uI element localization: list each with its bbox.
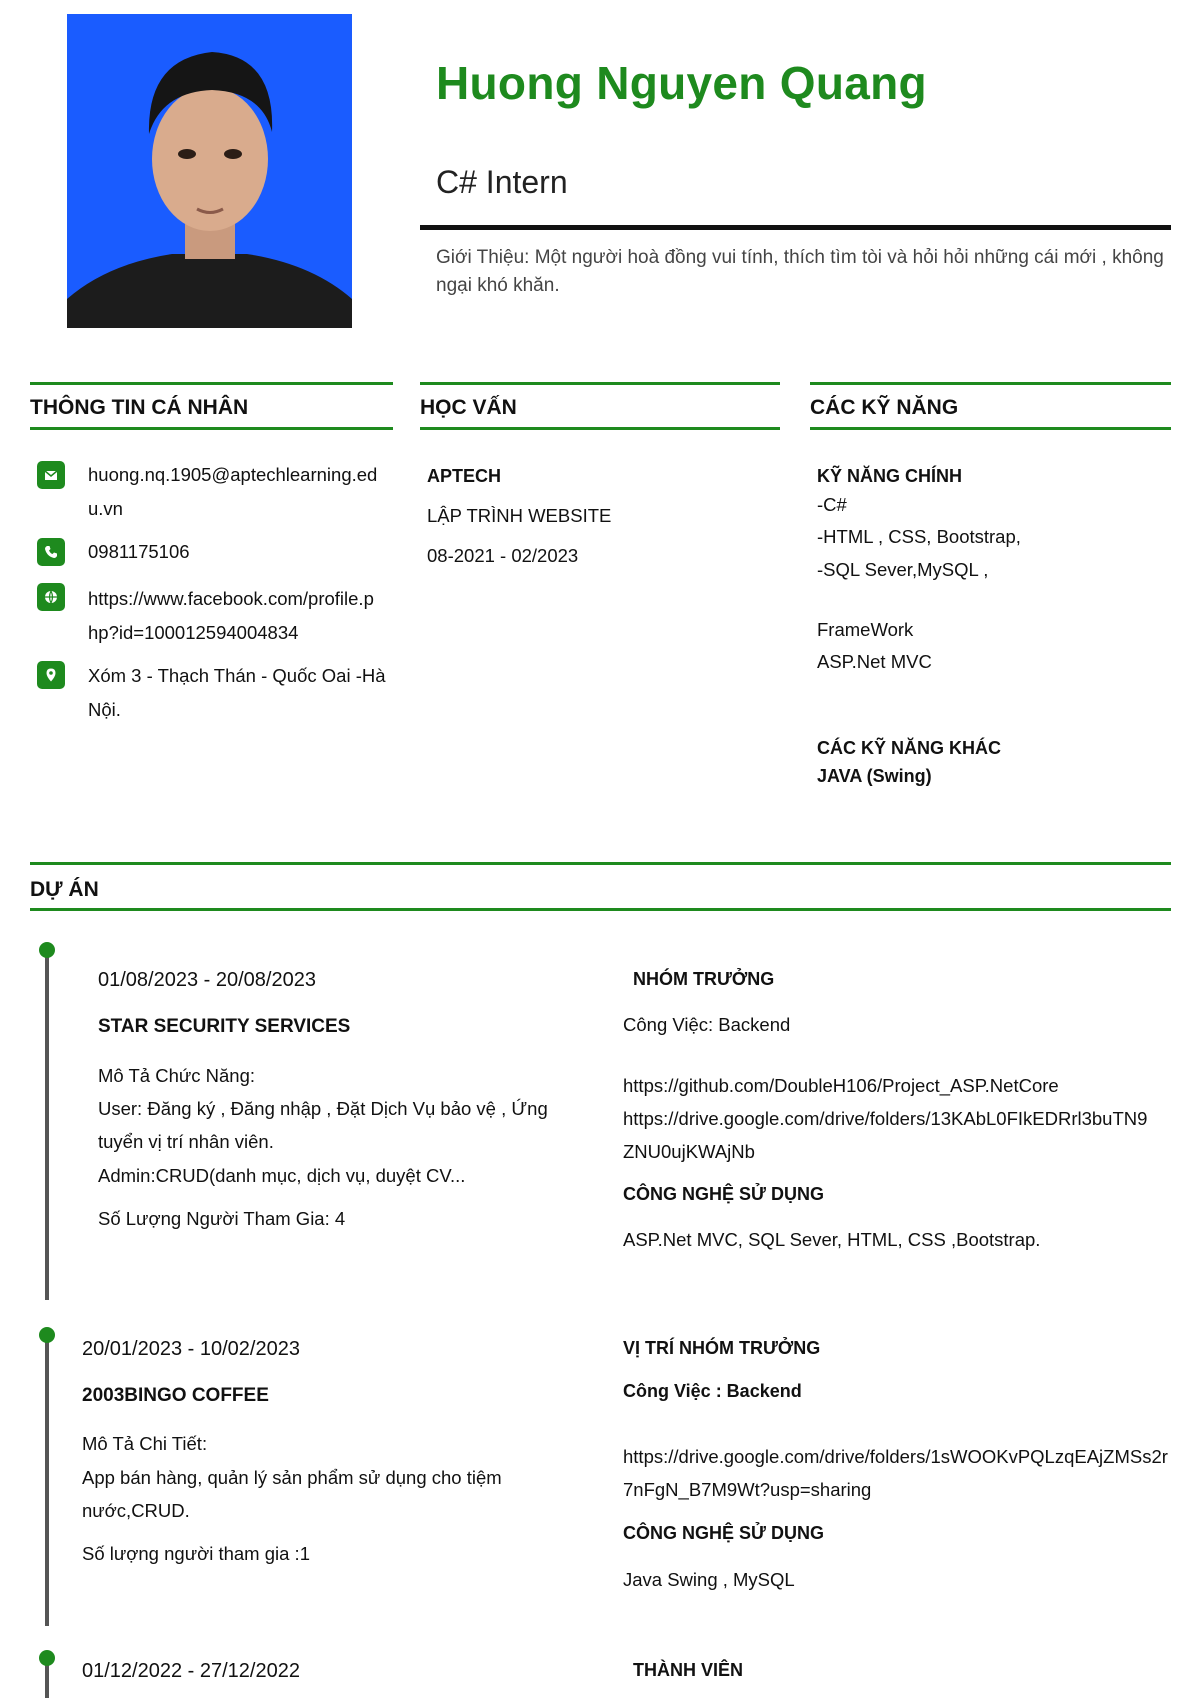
project-role: THÀNH VIÊN	[633, 1660, 744, 1680]
skills-bottom-line	[810, 427, 1171, 430]
phone-number[interactable]: 0981175106	[88, 541, 190, 562]
projects-top-line	[30, 862, 1171, 865]
main-skill-item: -SQL Sever,MySQL ,	[817, 559, 989, 580]
tech-label: CÔNG NGHỆ SỬ DỤNG	[623, 1184, 824, 1204]
school-name: APTECH	[427, 466, 502, 486]
project-dates: 01/08/2023 - 20/08/2023	[98, 969, 316, 991]
personal-bottom-line	[30, 427, 393, 430]
main-skill-item: -HTML , CSS, Bootstrap,	[817, 526, 1021, 547]
project-dates: 20/01/2023 - 10/02/2023	[82, 1338, 300, 1360]
other-skills-value: JAVA (Swing)	[817, 766, 932, 786]
education-bottom-line	[420, 427, 780, 430]
major-name: LẬP TRÌNH WEBSITE	[427, 505, 612, 526]
globe-icon	[37, 583, 65, 611]
mail-icon	[37, 461, 65, 489]
location-pin-icon	[37, 661, 65, 689]
project-desc-title: Mô Tả Chi Tiết:	[82, 1433, 208, 1454]
project-desc-line: App bán hàng, quản lý sản phẩm sử dụng cho tiệm nước,CRUD.	[82, 1467, 502, 1521]
phone-icon	[37, 538, 65, 566]
project-job: Công Việc: Backend	[623, 1014, 791, 1035]
project-name: 2003BINGO COFFEE	[82, 1385, 269, 1406]
project-dates: 01/12/2022 - 27/12/2022	[82, 1660, 300, 1682]
project-members: Số Lượng Người Tham Gia: 4	[98, 1208, 346, 1229]
email-link[interactable]: huong.nq.1905@aptechlearning.edu.vn	[88, 464, 378, 519]
project-members: Số lượng người tham gia :1	[82, 1543, 310, 1564]
project-tech: Java Swing , MySQL	[623, 1569, 795, 1590]
education-section-title: HỌC VẤN	[420, 396, 517, 419]
projects-section-title: DỰ ÁN	[30, 878, 99, 901]
drive-link[interactable]: https://drive.google.com/drive/folders/1sWOOKvPQLzqEAjZMSs2r7nFgN_B7M9Wt?usp=sharing	[623, 1446, 1168, 1500]
candidate-name: Huong Nguyen Quang	[436, 57, 927, 109]
intro-text: Giới Thiệu: Một người hoà đồng vui tính, thích tìm tòi và hỏi hỏi những cái mới , không ngại khó khăn.	[436, 247, 1164, 296]
drive-link[interactable]: https://drive.google.com/drive/folders/13KAbL0FIkEDRrl3buTN9ZNU0ujKWAjNb	[623, 1108, 1148, 1162]
project-desc-title: Mô Tả Chức Năng:	[98, 1065, 256, 1086]
other-skills-title: CÁC KỸ NĂNG KHÁC	[817, 738, 1001, 758]
portrait-image	[67, 14, 352, 328]
timeline-line	[45, 1336, 49, 1626]
github-link[interactable]: https://github.com/DoubleH106/Project_ASP.NetCore	[623, 1075, 1059, 1096]
profile-photo	[67, 14, 352, 328]
projects-bottom-line	[30, 908, 1171, 911]
project-role: NHÓM TRƯỞNG	[633, 969, 775, 989]
job-title: C# Intern	[436, 164, 568, 200]
project-tech: ASP.Net MVC, SQL Sever, HTML, CSS ,Bootstrap.	[623, 1229, 1041, 1250]
project-name: STAR SECURITY SERVICES	[98, 1016, 351, 1037]
education-top-line	[420, 382, 780, 385]
facebook-link[interactable]: https://www.facebook.com/profile.php?id=100012594004834	[88, 588, 374, 643]
project-desc-line: Admin:CRUD(danh mục, dịch vụ, duyệt CV...	[98, 1165, 466, 1186]
framework-value: ASP.Net MVC	[817, 651, 932, 672]
project-desc-line: User: Đăng ký , Đăng nhập , Đặt Dịch Vụ bảo vệ , Ứng tuyển vị trí nhân viên.	[98, 1098, 548, 1152]
timeline-dot	[39, 1650, 55, 1666]
personal-top-line	[30, 382, 393, 385]
personal-section-title: THÔNG TIN CÁ NHÂN	[30, 396, 249, 419]
main-skills-title: KỸ NĂNG CHÍNH	[817, 466, 963, 486]
address-text: Xóm 3 - Thạch Thán - Quốc Oai -Hà Nội.	[88, 665, 386, 720]
main-skill-item: -C#	[817, 494, 847, 515]
project-job: Công Việc : Backend	[623, 1381, 802, 1401]
study-period: 08-2021 - 02/2023	[427, 545, 579, 566]
header-divider	[420, 225, 1171, 230]
timeline-dot	[39, 942, 55, 958]
framework-title: FrameWork	[817, 619, 914, 640]
skills-top-line	[810, 382, 1171, 385]
timeline-dot	[39, 1327, 55, 1343]
skills-section-title: CÁC KỸ NĂNG	[810, 396, 959, 419]
tech-label: CÔNG NGHỆ SỬ DỤNG	[623, 1523, 824, 1543]
timeline-line	[45, 950, 49, 1300]
project-role: VỊ TRÍ NHÓM TRƯỞNG	[623, 1338, 821, 1358]
